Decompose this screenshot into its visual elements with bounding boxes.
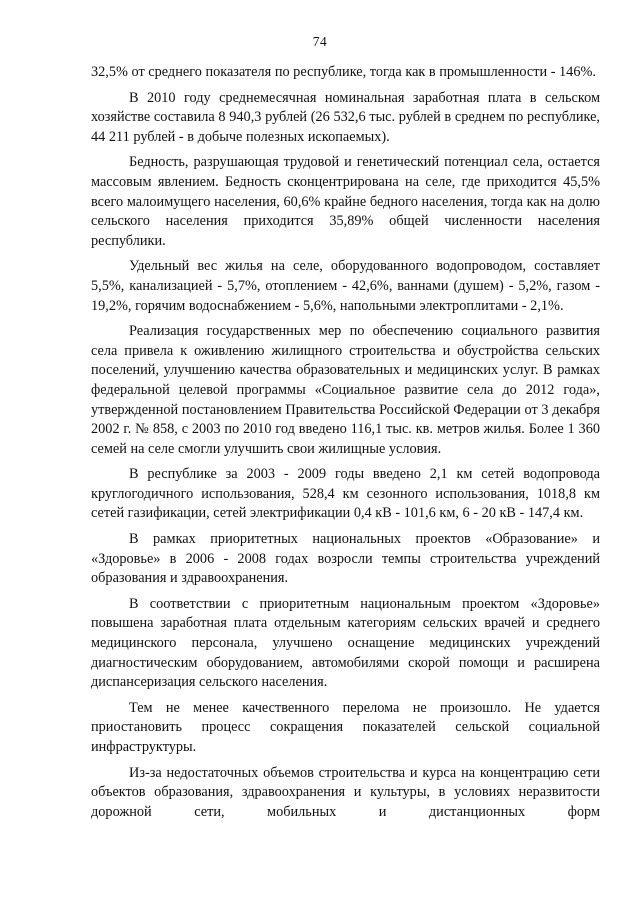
paragraph-insufficient-construction: Из-за недостаточных объемов строительства и курса на концентрацию сети объектов образования, здравоохранения и культуры, в условиях неразвитости дорожной сети, мобильных и дистанционных форм [91, 764, 600, 820]
paragraph-poverty: Бедность, разрушающая трудовой и генетический потенциал села, остается массовым явлением. Бедность сконцентрирована на селе, где приходится 45,5% всего малоимущего населения, 60,6% крайне бедного населения, тогда как на долю сельского населения приходится 35,89% общей численности населения республики. [91, 154, 600, 249]
page-number: 74 [312, 34, 328, 49]
paragraph-state-measures: Реализация государственных мер по обеспечению социального развития села привела к оживлению жилищного строительства и обустройства сельских поселений, улучшению качества образовательных и медицинских услуг. В рамках федеральной целевой программы «Социальное развитие села до 2012 года», утвержденной постановлением Правительства Российской Федерации от 3 декабря 2002 г. № 858, с 2003 по 2010 год введено 116,1 тыс. кв. метров жилья. Более 1 360 семей на селе смогли улучшить свои жилищные условия. [91, 323, 600, 457]
document-body [91, 63, 600, 828]
paragraph-no-turnaround: Тем не менее качественного перелома не произошло. Не удается приостановить процесс сокращения показателей сельской социальной инфраструктуры. [91, 699, 600, 755]
paragraph-housing-amenities: Удельный вес жилья на селе, оборудованного водопроводом, составляет 5,5%, канализацией - 5,7%, отоплением - 42,6%, ваннами (душем) - 5,2%, газом - 19,2%, горячим водоснабжением - 5,6%, напольными электроплитами - 2,1%. [91, 258, 600, 314]
paragraph-continuation: 32,5% от среднего показателя по республике, тогда как в промышленности - 146%. [91, 64, 596, 80]
paragraph-health-project: В соответствии с приоритетным национальным проектом «Здоровье» повышена заработная плата отдельным категориям сельских врачей и среднего медицинского персонала, улучшено оснащение медицинских учреждений диагностическим оборудованием, автомобилями скорой помощи и расширена диспансеризация сельского населения. [91, 595, 600, 691]
paragraph-networks-2003-2009: В республике за 2003 - 2009 годы введено 2,1 км сетей водопровода круглогодичного использования, 528,4 км сезонного использования, 1018,8 км сетей газификации, сетей электрификации 0,4 кВ - 101,6 км, 6 - 20 кВ - 147,4 км. [91, 466, 600, 522]
paragraph-national-projects: В рамках приоритетных национальных проектов «Образование» и «Здоровье» в 2006 - 2008 годах возросли темпы строительства учреждений образования и здравоохранения. [91, 531, 600, 587]
paragraph-wages-2010: В 2010 году среднемесячная номинальная заработная плата в сельском хозяйстве составила 8 940,3 рублей (26 532,6 тыс. рублей в среднем по республике, 44 211 рублей - в добыче полезных ископаемых). [91, 89, 600, 145]
